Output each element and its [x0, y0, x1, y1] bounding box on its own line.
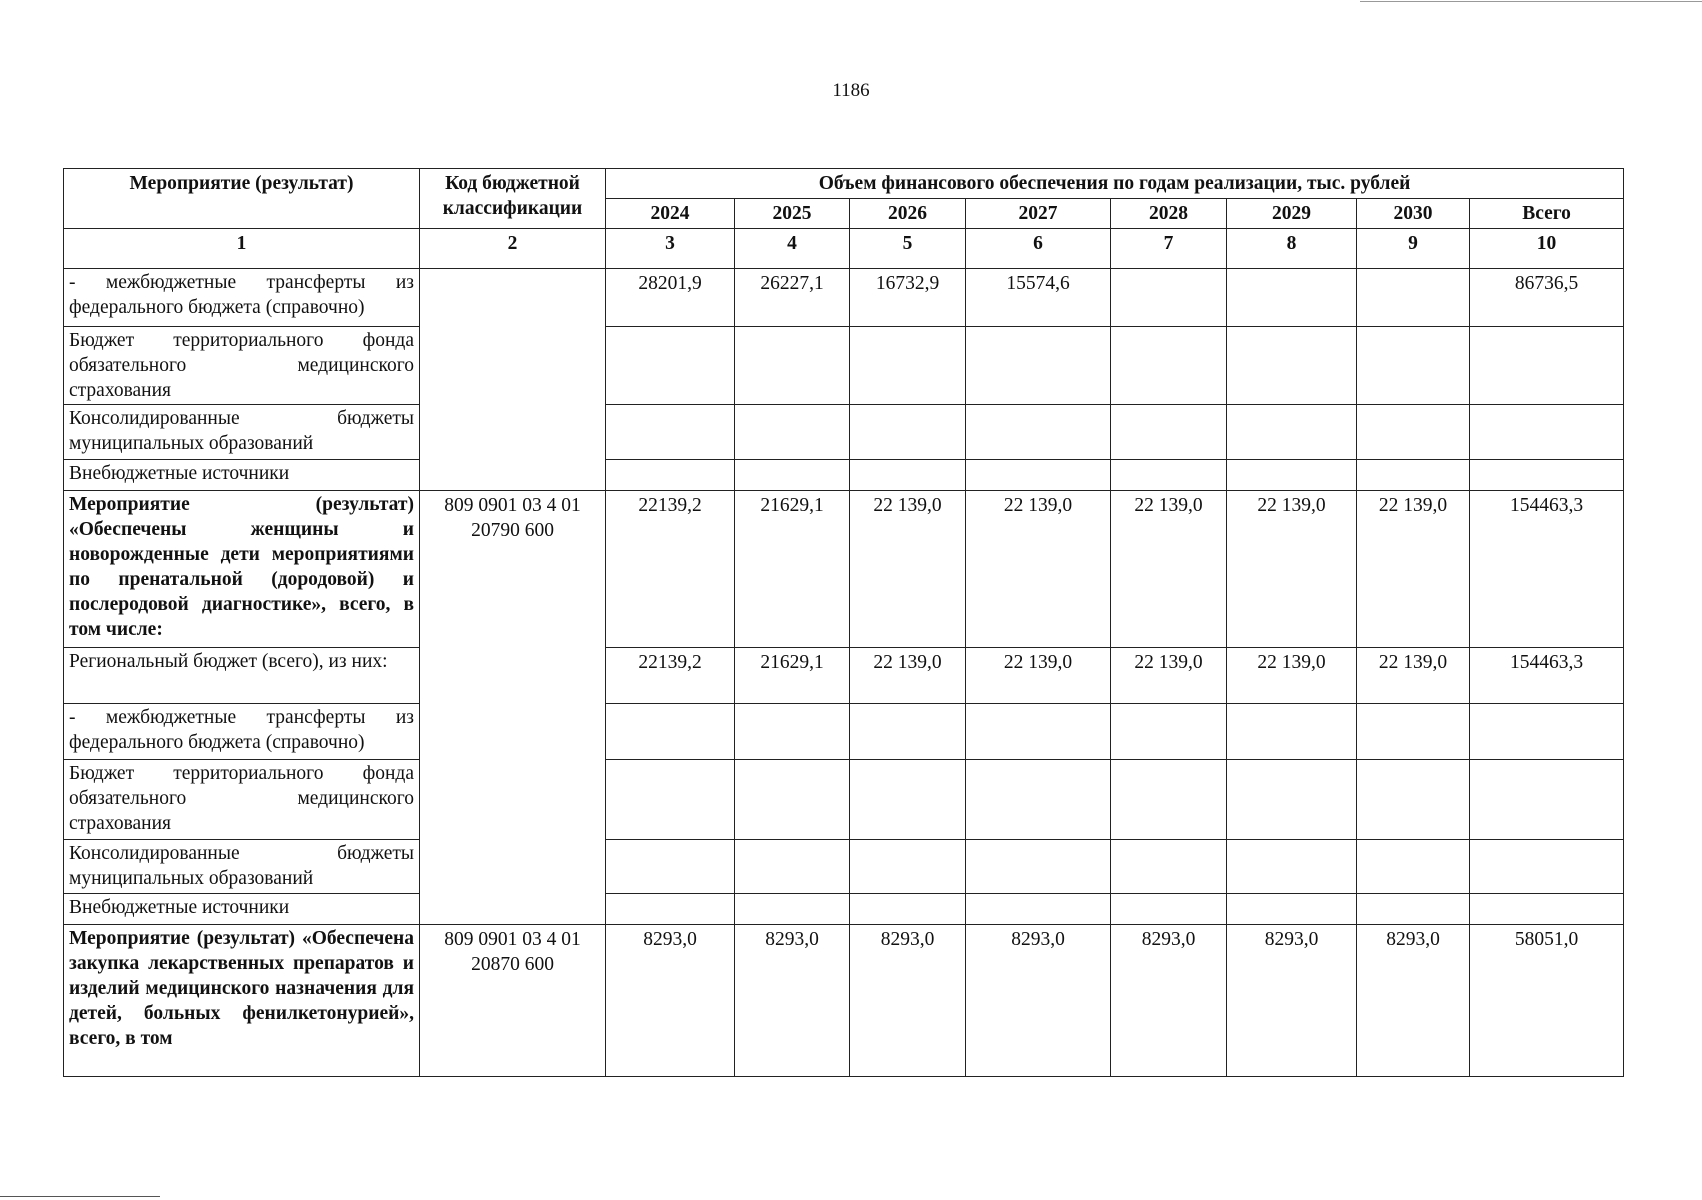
value-cell — [850, 405, 966, 460]
row-label: Мероприятие (результат) «Обеспечена закупка лекарственных препаратов и изделий медицинского назначения для детей, больных фенилкетонурией», всего, в том — [64, 925, 420, 1077]
value-cell — [735, 327, 850, 405]
column-index: 7 — [1111, 229, 1227, 269]
financing-table — [63, 168, 1624, 1077]
row-label: Внебюджетные источники — [64, 894, 420, 925]
scan-artifact-line — [0, 1196, 160, 1197]
total-cell — [1470, 460, 1624, 491]
row-label: Мероприятие (результат) «Обеспечены женщины и новорожденные дети мероприятиями по пренатальной (дородовой) и послеродовой диагностике», всего, в том числе: — [64, 491, 420, 648]
value-cell — [1357, 704, 1470, 760]
value-cell: 22 139,0 — [850, 491, 966, 648]
row-label: Бюджет территориального фонда обязательного медицинского страхования — [64, 327, 420, 405]
row-label: Бюджет территориального фонда обязательного медицинского страхования — [64, 760, 420, 840]
header-year: 2025 — [735, 199, 850, 229]
value-cell: 22 139,0 — [1227, 491, 1357, 648]
table-row — [64, 925, 1624, 1077]
header-year: 2029 — [1227, 199, 1357, 229]
column-index: 8 — [1227, 229, 1357, 269]
budget-code-cell — [420, 269, 606, 491]
value-cell — [606, 405, 735, 460]
total-cell — [1470, 405, 1624, 460]
value-cell — [1227, 894, 1357, 925]
value-cell — [1111, 405, 1227, 460]
table-row — [64, 648, 1624, 704]
total-cell: 58051,0 — [1470, 925, 1624, 1077]
value-cell — [1357, 460, 1470, 491]
budget-code-cell: 809 0901 03 4 01 20790 600 — [420, 491, 606, 925]
value-cell: 22139,2 — [606, 648, 735, 704]
value-cell — [1357, 760, 1470, 840]
row-label: Региональный бюджет (всего), из них: — [64, 648, 420, 704]
value-cell — [1227, 405, 1357, 460]
value-cell: 22 139,0 — [1111, 648, 1227, 704]
row-label: - межбюджетные трансферты из федерального бюджета (справочно) — [64, 269, 420, 327]
value-cell — [1357, 405, 1470, 460]
value-cell — [850, 840, 966, 894]
value-cell: 8293,0 — [966, 925, 1111, 1077]
budget-code-cell: 809 0901 03 4 01 20870 600 — [420, 925, 606, 1077]
value-cell — [606, 840, 735, 894]
total-cell — [1470, 894, 1624, 925]
total-cell — [1470, 704, 1624, 760]
value-cell — [1357, 269, 1470, 327]
value-cell — [1111, 704, 1227, 760]
column-index: 10 — [1470, 229, 1624, 269]
value-cell: 22 139,0 — [966, 491, 1111, 648]
value-cell — [1357, 327, 1470, 405]
header-total: Всего — [1470, 199, 1624, 229]
header-year: 2027 — [966, 199, 1111, 229]
value-cell — [735, 405, 850, 460]
value-cell — [966, 405, 1111, 460]
value-cell — [966, 840, 1111, 894]
scan-artifact-line — [1360, 1, 1702, 2]
value-cell: 8293,0 — [850, 925, 966, 1077]
value-cell — [1111, 894, 1227, 925]
header-year: 2028 — [1111, 199, 1227, 229]
header-budget-code: Код бюджетной классификации — [420, 169, 606, 229]
value-cell: 8293,0 — [1357, 925, 1470, 1077]
value-cell — [606, 704, 735, 760]
header-year: 2026 — [850, 199, 966, 229]
value-cell: 22 139,0 — [966, 648, 1111, 704]
value-cell — [966, 460, 1111, 491]
value-cell — [1111, 327, 1227, 405]
table-row — [64, 840, 1624, 894]
value-cell — [850, 460, 966, 491]
column-index: 1 — [64, 229, 420, 269]
value-cell: 8293,0 — [735, 925, 850, 1077]
value-cell — [850, 327, 966, 405]
table-row — [64, 269, 1624, 327]
value-cell — [1227, 760, 1357, 840]
value-cell — [606, 327, 735, 405]
value-cell — [1227, 327, 1357, 405]
financing-table-wrapper — [63, 168, 1623, 1077]
value-cell — [1111, 840, 1227, 894]
table-row — [64, 894, 1624, 925]
value-cell — [1111, 269, 1227, 327]
total-cell — [1470, 327, 1624, 405]
total-cell — [1470, 840, 1624, 894]
row-label: Внебюджетные источники — [64, 460, 420, 491]
value-cell — [1227, 704, 1357, 760]
table-row — [64, 327, 1624, 405]
table-row — [64, 460, 1624, 491]
value-cell — [850, 704, 966, 760]
header-year: 2030 — [1357, 199, 1470, 229]
value-cell: 28201,9 — [606, 269, 735, 327]
column-index: 9 — [1357, 229, 1470, 269]
total-cell: 154463,3 — [1470, 491, 1624, 648]
value-cell — [966, 704, 1111, 760]
value-cell — [735, 760, 850, 840]
table-row — [64, 760, 1624, 840]
value-cell — [1111, 760, 1227, 840]
value-cell: 26227,1 — [735, 269, 850, 327]
value-cell — [735, 460, 850, 491]
value-cell — [735, 704, 850, 760]
value-cell — [606, 460, 735, 491]
value-cell: 22 139,0 — [850, 648, 966, 704]
value-cell — [606, 760, 735, 840]
value-cell — [1357, 894, 1470, 925]
total-cell: 86736,5 — [1470, 269, 1624, 327]
value-cell: 21629,1 — [735, 648, 850, 704]
value-cell — [966, 327, 1111, 405]
table-row — [64, 491, 1624, 648]
value-cell: 15574,6 — [966, 269, 1111, 327]
value-cell — [735, 894, 850, 925]
value-cell: 8293,0 — [606, 925, 735, 1077]
value-cell — [850, 894, 966, 925]
value-cell: 22139,2 — [606, 491, 735, 648]
value-cell — [966, 760, 1111, 840]
value-cell: 21629,1 — [735, 491, 850, 648]
value-cell — [1227, 460, 1357, 491]
value-cell — [735, 840, 850, 894]
column-index: 2 — [420, 229, 606, 269]
value-cell: 8293,0 — [1111, 925, 1227, 1077]
value-cell — [1227, 840, 1357, 894]
value-cell — [850, 760, 966, 840]
value-cell — [1111, 460, 1227, 491]
value-cell — [966, 894, 1111, 925]
table-row — [64, 704, 1624, 760]
column-index: 3 — [606, 229, 735, 269]
header-year: 2024 — [606, 199, 735, 229]
value-cell: 22 139,0 — [1111, 491, 1227, 648]
value-cell: 22 139,0 — [1357, 648, 1470, 704]
total-cell — [1470, 760, 1624, 840]
column-index: 4 — [735, 229, 850, 269]
column-index: 5 — [850, 229, 966, 269]
column-index: 6 — [966, 229, 1111, 269]
row-label: Консолидированные бюджеты муниципальных образований — [64, 840, 420, 894]
page-number: 1186 — [832, 80, 870, 101]
total-cell: 154463,3 — [1470, 648, 1624, 704]
value-cell: 22 139,0 — [1357, 491, 1470, 648]
row-label: - межбюджетные трансферты из федерального бюджета (справочно) — [64, 704, 420, 760]
row-label: Консолидированные бюджеты муниципальных образований — [64, 405, 420, 460]
header-event: Мероприятие (результат) — [64, 169, 420, 229]
value-cell — [1227, 269, 1357, 327]
value-cell: 22 139,0 — [1227, 648, 1357, 704]
value-cell — [606, 894, 735, 925]
header-financing-volume: Объем финансового обеспечения по годам реализации, тыс. рублей — [606, 169, 1624, 199]
value-cell — [1357, 840, 1470, 894]
value-cell: 16732,9 — [850, 269, 966, 327]
table-row — [64, 405, 1624, 460]
value-cell: 8293,0 — [1227, 925, 1357, 1077]
